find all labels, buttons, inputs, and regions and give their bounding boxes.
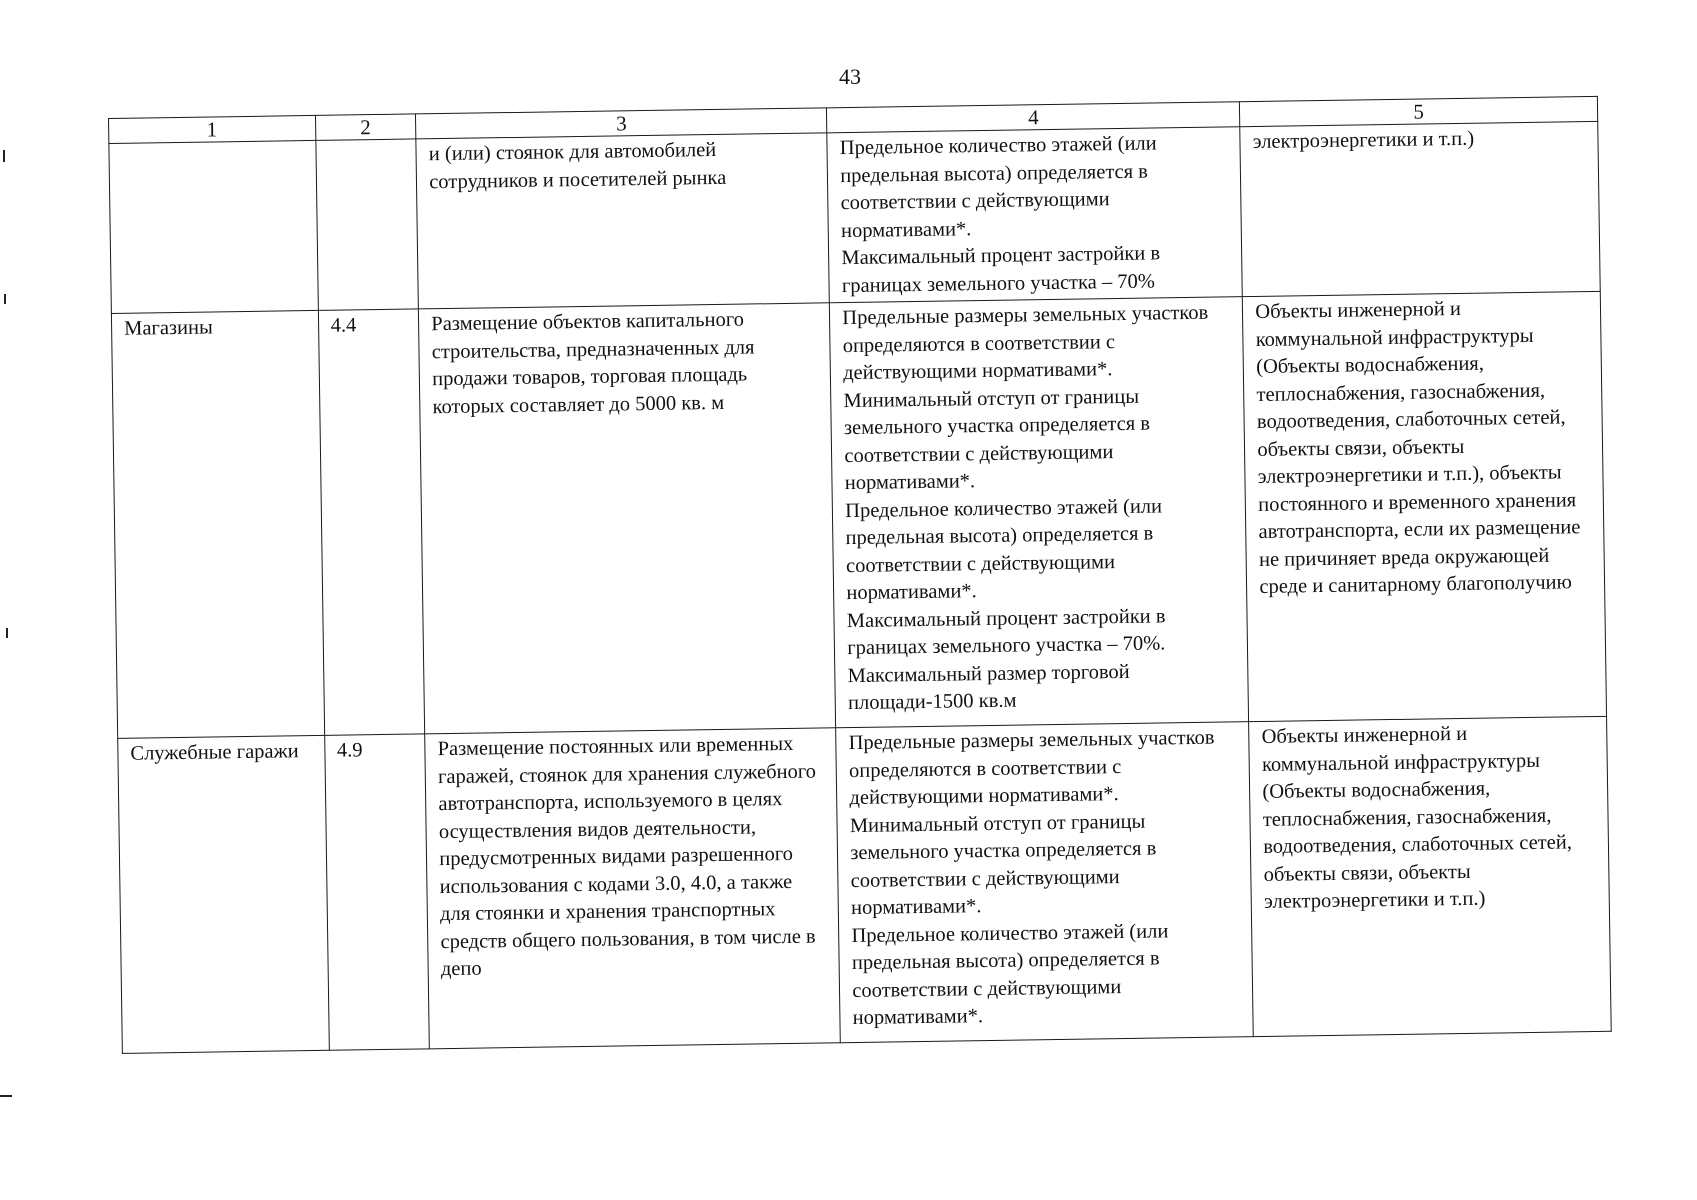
table-row <box>111 291 1606 738</box>
table-row <box>118 716 1612 1053</box>
use-code-cell <box>315 139 418 310</box>
parameters-cell <box>836 722 1254 1043</box>
column-header: 4 <box>827 102 1240 133</box>
use-description-cell: и (или) стоянок для автомобилей сотрудников и посетителей рынка <box>416 133 830 309</box>
column-header: 5 <box>1240 96 1598 126</box>
column-header: 1 <box>109 115 316 143</box>
column-header: 3 <box>416 108 827 139</box>
auxiliary-uses-cell: Объекты инженерной и коммунальной инфраструктуры (Объекты водоснабжения, теплоснабжения, газоснабжения, водоотведения, слаботочных сетей, объекты связи, объекты электроэнергетики и т.п.), объекты постоянного и временного хранения автотранспорта, если их размещение не причиняет вреда окружающей среде и санитарному благополучию <box>1243 291 1607 721</box>
scan-margin-mark <box>4 294 6 304</box>
page-number: 43 <box>839 64 861 89</box>
scan-margin-mark <box>3 150 5 162</box>
parameter-line: Предельное количество этажей (или предельная высота) определяется в соответствии с действующими нормативами*. <box>845 494 1163 605</box>
use-code-cell: 4.9 <box>324 734 429 1050</box>
table-row <box>109 121 1600 313</box>
use-code-cell: 4.4 <box>318 309 425 735</box>
parameter-line: Предельные размеры земельных участков определяются в соответствии с действующими нормативами*. <box>842 301 1209 385</box>
zoning-table <box>108 96 1612 1054</box>
parameters-cell <box>827 127 1243 303</box>
use-name-cell: Служебные гаражи <box>118 735 329 1053</box>
parameter-line: Предельные размеры земельных участков определяются в соответствии с действующими нормативами*. <box>848 726 1215 810</box>
parameters-cell <box>830 297 1249 728</box>
parameter-line: Максимальный процент застройки в границах земельного участка – 70% <box>841 242 1161 297</box>
parameter-line: Максимальный размер торговой площади-1500 кв.м <box>847 660 1130 715</box>
scan-margin-mark <box>6 628 8 638</box>
parameter-line: Предельное количество этажей (или предельная высота) определяется в соответствии с действующими нормативами*. <box>851 919 1169 1030</box>
auxiliary-uses-cell: Объекты инженерной и коммунальной инфраструктуры (Объекты водоснабжения, теплоснабжения, газоснабжения, водоотведения, слаботочных сетей, объекты связи, объекты электроэнергетики и т.п.) <box>1249 716 1611 1036</box>
parameter-line: Минимальный отступ от границы земельного участка определяется в соответствии с действующими нормативами*. <box>843 385 1151 495</box>
scan-margin-mark <box>0 1095 12 1097</box>
use-name-cell <box>109 140 318 313</box>
auxiliary-uses-cell: электроэнергетики и т.п.) <box>1240 121 1600 296</box>
parameter-line: Предельное количество этажей (или предельная высота) определяется в соответствии с действующими нормативами*. <box>839 132 1157 242</box>
parameter-line: Минимальный отступ от границы земельного участка определяется в соответствии с действующими нормативами*. <box>849 810 1157 920</box>
column-header: 2 <box>315 114 416 140</box>
use-description-cell: Размещение постоянных или временных гаражей, стоянок для хранения служебного автотранспорта, используемого в целях осуществления видов деятельности, предусмотренных видами разрешенного использования с кодами 3.0, 4.0, а также для стоянки и хранения транспортных средств общего пользования, в том числе в депо <box>425 728 841 1049</box>
parameter-line: Максимальный процент застройки в границах земельного участка – 70%. <box>846 604 1166 660</box>
use-description-cell: Размещение объектов капитального строительства, предназначенных для продажи товаров, торговая площадь которых составляет до 5000 кв. м <box>419 303 836 734</box>
use-name-cell: Магазины <box>111 310 324 738</box>
